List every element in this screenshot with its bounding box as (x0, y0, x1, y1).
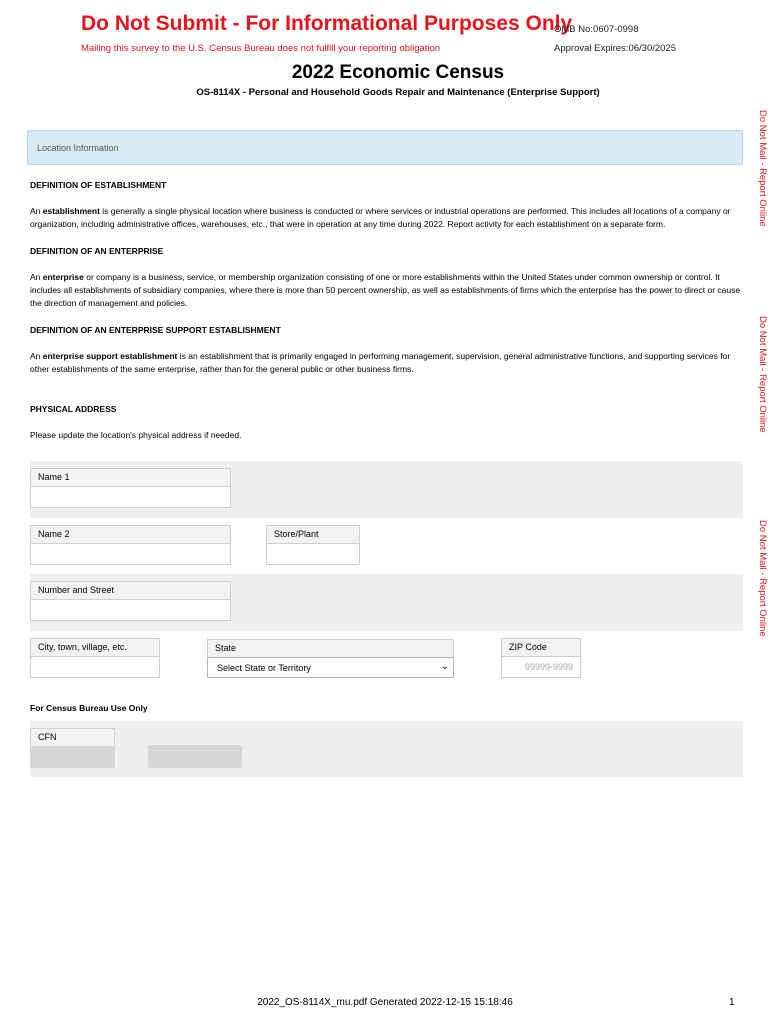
state-label: State (207, 639, 454, 658)
side-note-bottom: Do Not Mail - Report Online (757, 520, 768, 637)
cfn-label: CFN (30, 728, 115, 747)
name2-input[interactable] (30, 543, 231, 565)
city-label: City, town, village, etc. (30, 638, 160, 657)
census-use-row (30, 721, 743, 777)
cfn-field (30, 746, 115, 768)
location-information-bar (27, 130, 743, 165)
census-use-field (148, 745, 242, 768)
approval-expires: Approval Expires:06/30/2025 (554, 43, 676, 54)
establishment-heading: DEFINITION OF ESTABLISHMENT (30, 180, 167, 190)
name1-input[interactable] (30, 486, 231, 508)
side-note-middle: Do Not Mail - Report Online (757, 316, 768, 433)
name1-label: Name 1 (30, 468, 231, 487)
city-input[interactable] (30, 656, 160, 678)
side-note-top: Do Not Mail - Report Online (757, 110, 768, 227)
physical-address-instructions: Please update the location's physical address if needed. (30, 430, 242, 440)
store-plant-input[interactable] (266, 543, 360, 565)
establishment-definition: An establishment is generally a single physical location where business is conducted or where services or industrial operations are performed. This includes all locations of a company or organization, including administrative offices, warehouses, etc., that were in operation at any time during 2022. Report activity for each establishment on a separate form. (30, 206, 731, 229)
store-plant-label: Store/Plant (266, 525, 360, 544)
support-definition: An enterprise support establishment is an establishment that is primarily engaged in performing management, supervision, general administrative functions, and supporting services for other establishments of the same enterprise, rather than for the general public or other business firms. (30, 351, 731, 374)
support-heading: DEFINITION OF AN ENTERPRISE SUPPORT ESTABLISHMENT (30, 325, 281, 335)
banner-title: Do Not Submit - For Informational Purposes Only (81, 12, 573, 35)
zip-label: ZIP Code (501, 638, 581, 657)
physical-address-heading: PHYSICAL ADDRESS (30, 404, 117, 414)
enterprise-heading: DEFINITION OF AN ENTERPRISE (30, 246, 164, 256)
street-label: Number and Street (30, 581, 231, 600)
banner-subtitle: Mailing this survey to the U.S. Census Bureau does not fulfill your reporting obligation (81, 43, 441, 54)
omb-number: OMB No:0607-0998 (554, 24, 639, 35)
zip-input[interactable] (501, 656, 581, 678)
zip-placeholder: 99999-9999 (524, 662, 573, 672)
enterprise-definition: An enterprise or company is a business, service, or membership organization consisting of one or more establishments within the United States under common ownership or control. It includes all establishments of subsidiary companies, where there is more than 50 percent ownership, as well as establishments of firms which the enterprise has the power to direct or cause the direction of management and policies. (30, 272, 741, 308)
state-select-value: Select State or Territory (217, 663, 311, 673)
state-select[interactable] (207, 657, 454, 678)
census-use-heading: For Census Bureau Use Only (30, 703, 148, 713)
page-title: 2022 Economic Census (291, 62, 505, 83)
street-input[interactable] (30, 599, 231, 621)
name2-label: Name 2 (30, 525, 231, 544)
location-information-label: Location Information (37, 143, 119, 153)
form-subtitle: OS-8114X - Personal and Household Goods Repair and Maintenance (Enterprise Support) (196, 87, 600, 98)
chevron-down-icon: ⌄ (440, 661, 449, 672)
page-number: 1 (729, 997, 735, 1008)
footer-generated: 2022_OS-8114X_mu.pdf Generated 2022-12-15 15:18:46 (257, 997, 513, 1008)
